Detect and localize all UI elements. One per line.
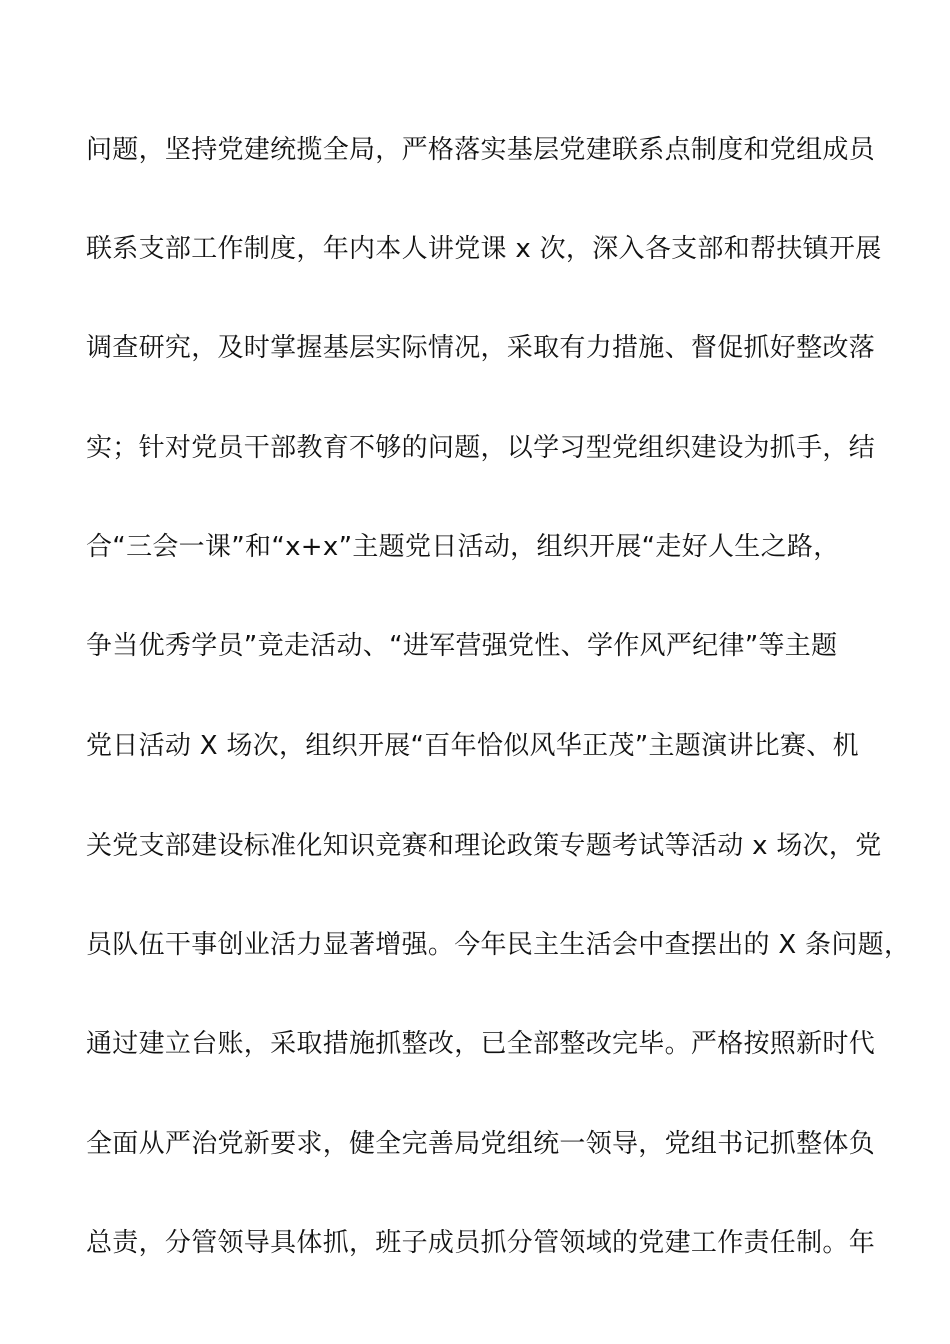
text-line: 党日活动 X 场次，组织开展“百年恰似风华正茂”主题演讲比赛、机 xyxy=(86,731,859,761)
text-line: 关党支部建设标准化知识竞赛和理论政策专题考试等活动 x 场次，党 xyxy=(86,831,882,861)
text-line: 员队伍干事创业活力显著增强。今年民主生活会中查摆出的 X 条问题， xyxy=(86,930,911,960)
text-line: 通过建立台账，采取措施抓整改，已全部整改完毕。严格按照新时代 xyxy=(86,1029,876,1059)
text-line: 实；针对党员干部教育不够的问题，以学习型党组织建设为抓手，结 xyxy=(86,433,876,463)
text-line: 总责，分管领导具体抓，班子成员抓分管领域的党建工作责任制。年 xyxy=(86,1228,876,1258)
text-line: 合“三会一课”和“x+x”主题党日活动，组织开展“走好人生之路， xyxy=(86,532,840,562)
text-line: 调查研究，及时掌握基层实际情况，采取有力措施、督促抓好整改落 xyxy=(86,333,876,363)
text-line: 全面从严治党新要求，健全完善局党组统一领导，党组书记抓整体负 xyxy=(86,1129,876,1159)
text-line: 问题，坚持党建统揽全局，严格落实基层党建联系点制度和党组成员 xyxy=(86,135,876,165)
text-line: 联系支部工作制度，年内本人讲党课 x 次，深入各支部和帮扶镇开展 xyxy=(86,234,882,264)
text-line: 争当优秀学员”竞走活动、“进军营强党性、学作风严纪律”等主题 xyxy=(86,631,838,661)
